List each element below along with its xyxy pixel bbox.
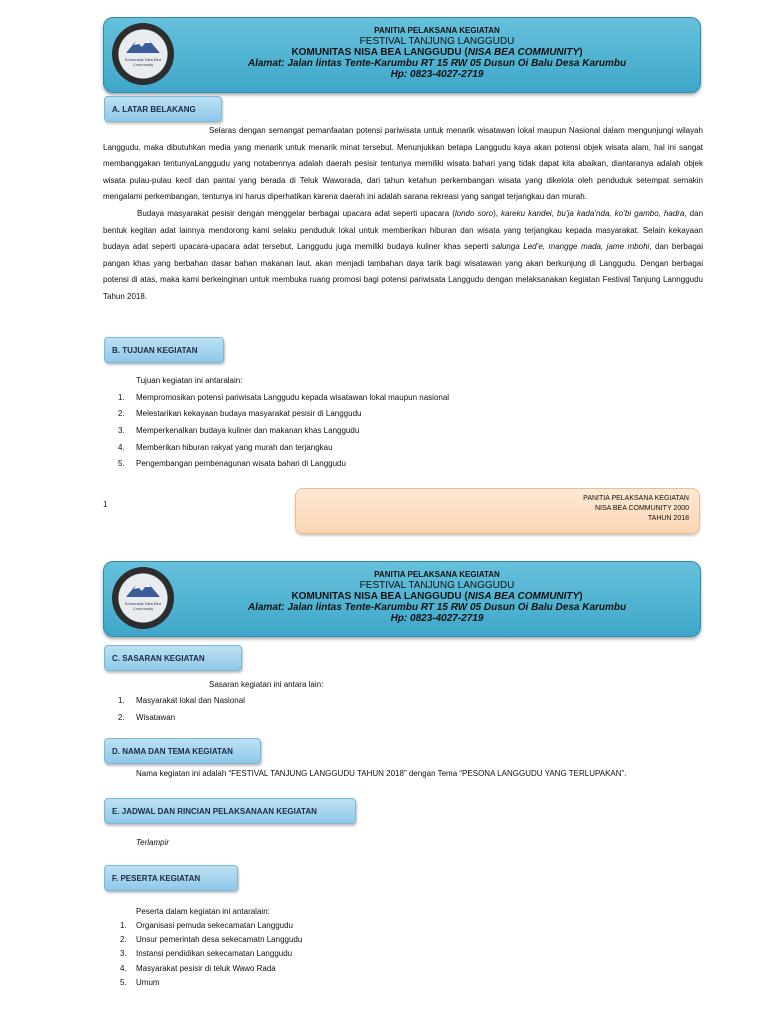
community-logo bbox=[112, 567, 174, 629]
list-number: 2. bbox=[118, 713, 125, 722]
background-paragraph-2: Budaya masyarakat pesisir dengan menggelar berbagai upacara adat seperti upacara (londo soro), kareku kandei, bu’ja kada’nda, ko’bi gambo, hadra, dan bentuk kegitan adat lainnya mendorong kami selaku penduduk lokal untuk memberikan hiburan dan wisata yang terjangkau kepada masyarakat. Selain kekayaan budaya adat seperti upacara-upacara adat tersebut, Langgudu juga memiliki budaya kuliner khas seperti salunga Led’e, mangge mada, jame mbohi, dan berbagai pangan khas yang berbahan dasar bahan makanan laut, akan menjadi tambahan daya tarik bagi wisatawan yang akan berkunjung di Langgudu. Dengan berbagai potensi di atas, maka kami berkeinginan untuk membuka ruang promosi bagi potensi pariwisata Langgudu dengan melaksanakan kegiatan Festival Tanjung Lannggudu Tahun 2018. bbox=[103, 208, 704, 301]
committee-title: PANITIA PELAKSANA KEGIATAN bbox=[374, 26, 500, 35]
list-item: Umum bbox=[136, 978, 160, 987]
background-paragraph-1: Selaras dengan semangat pemanfaatan potensi pariwisata untuk menarik wisatawan lokal maupun Nasional dalam mengunjungi wilayah Langgudu, maka dibutuhkan media yang menarik untuk menarik minat tersebut. Menunjukkan betapa Langgudu kaya akan potensi objek wisata alam, hal ini sangat membanggakan tentunyaLanggudu yang notabennya adalah daerah pesisir tentunya memiliki wisata bahari yang tidak dapat kita abaikan, diantaranya adalah objek wisata pulau-pulau kecil dan pantai yang berada di Teluk Waworada, dari tahun ketahun perkembangan wisata yang dikelola oleh penduduk setempat semakin mengalami perkembangan, tentunya ini harus diperhatikan karena daerah ini adalah sarana rekreasi yang sangat terjangkau dan murah. bbox=[103, 126, 703, 202]
list-number: 4. bbox=[118, 443, 125, 452]
festival-title: FESTIVAL TANJUNG LANGGUDU bbox=[359, 36, 515, 47]
section-heading-c: C. SASARAN KEGIATAN bbox=[104, 645, 242, 671]
list-item: Melestarikan kekayaan budaya masyarakat pesisir di Langgudu bbox=[136, 409, 362, 418]
list-item: Memperkenalkan budaya kuliner dan makanan khas Langgudu bbox=[136, 426, 360, 435]
list-number: 5. bbox=[118, 459, 125, 468]
targets-intro: Sasaran kegiatan ini antara lain: bbox=[209, 680, 324, 689]
participants-intro: Peserta dalam kegiatan ini antaralain: bbox=[136, 907, 270, 916]
section-heading-b: B. TUJUAN KEGIATAN bbox=[104, 337, 224, 363]
section-heading-d: D. NAMA DAN TEMA KEGIATAN bbox=[104, 738, 261, 764]
background-paragraphs bbox=[103, 123, 703, 306]
mountain-icon bbox=[112, 567, 174, 629]
list-item: Wisatawan bbox=[136, 713, 176, 722]
list-item: Instansi pendidikan sekecamatan Langgudu bbox=[136, 949, 293, 958]
list-number: 3. bbox=[120, 949, 127, 958]
community-name: KOMUNITAS NISA BEA LANGGUDU (NISA BEA COMMUNITY) bbox=[291, 47, 583, 58]
logo-text: Komunitas Nisa Bea Community bbox=[124, 601, 162, 611]
section-heading-e: E. JADWAL DAN RINCIAN PELAKSANAAN KEGIATAN bbox=[104, 798, 356, 824]
list-number: 2. bbox=[118, 409, 125, 418]
festival-title: FESTIVAL TANJUNG LANGGUDU bbox=[359, 580, 515, 591]
list-number: 5. bbox=[120, 978, 127, 987]
list-item: Masyarakat pesisir di teluk Wawo Rada bbox=[136, 964, 276, 973]
list-number: 2. bbox=[120, 935, 127, 944]
footer-line-2: NISA BEA COMMUNITY 2000 bbox=[594, 505, 689, 512]
section-heading-f: F. PESERTA KEGIATAN bbox=[104, 865, 238, 891]
address-line: Alamat: Jalan lintas Tente-Karumbu RT 15 RW 05 Dusun Oi Balu Desa Karumbu bbox=[247, 602, 627, 613]
footer-box bbox=[295, 488, 700, 534]
letterhead-banner bbox=[103, 561, 701, 637]
footer-line-3: TAHUN 2018 bbox=[647, 515, 689, 522]
logo-text: Komunitas Nisa Bea Community bbox=[124, 57, 162, 67]
event-name-text: Nama kegiatan ini adalah “FESTIVAL TANJUNG LANGGUDU TAHUN 2018” dengan Tema “PESONA LANGGUDU YANG TERLUPAKAN”. bbox=[136, 769, 627, 778]
page-number: 1 bbox=[103, 500, 108, 509]
list-number: 3. bbox=[118, 426, 125, 435]
address-line: Alamat: Jalan lintas Tente-Karumbu RT 15 RW 05 Dusun Oi Balu Desa Karumbu bbox=[247, 58, 627, 69]
list-number: 4. bbox=[120, 964, 127, 973]
committee-title: PANITIA PELAKSANA KEGIATAN bbox=[374, 570, 500, 579]
list-item: Unsur pemerintah desa sekecamatn Langgudu bbox=[136, 935, 303, 944]
section-heading-a: A. LATAR BELAKANG bbox=[104, 96, 222, 122]
community-logo bbox=[112, 23, 174, 85]
list-number: 1. bbox=[118, 393, 125, 402]
footer-line-1: PANITIA PELAKSANA KEGIATAN bbox=[583, 495, 689, 502]
schedule-text: Terlampir bbox=[136, 838, 170, 847]
list-item: Mempromosikan potensi pariwisata Langgudu kepada wisatawan lokal maupun nasional bbox=[136, 393, 450, 402]
mountain-icon bbox=[112, 23, 174, 85]
phone-line: Hp: 0823-4027-2719 bbox=[390, 613, 484, 624]
list-item: Memberikan hiburan rakyat yang murah dan terjangkau bbox=[136, 443, 333, 452]
list-number: 1. bbox=[120, 921, 127, 930]
community-name: KOMUNITAS NISA BEA LANGGUDU (NISA BEA COMMUNITY) bbox=[291, 591, 583, 602]
letterhead-banner bbox=[103, 17, 701, 93]
list-number: 1. bbox=[118, 696, 125, 705]
objectives-intro: Tujuan kegiatan ini antaralain: bbox=[136, 376, 243, 385]
phone-line: Hp: 0823-4027-2719 bbox=[390, 69, 484, 80]
list-item: Masyarakat lokal dan Nasional bbox=[136, 696, 245, 705]
list-item: Organisasi pemuda sekecamatan Langgudu bbox=[136, 921, 293, 930]
list-item: Pengembangan pembenagunan wisata bahari di Langgudu bbox=[136, 459, 346, 468]
